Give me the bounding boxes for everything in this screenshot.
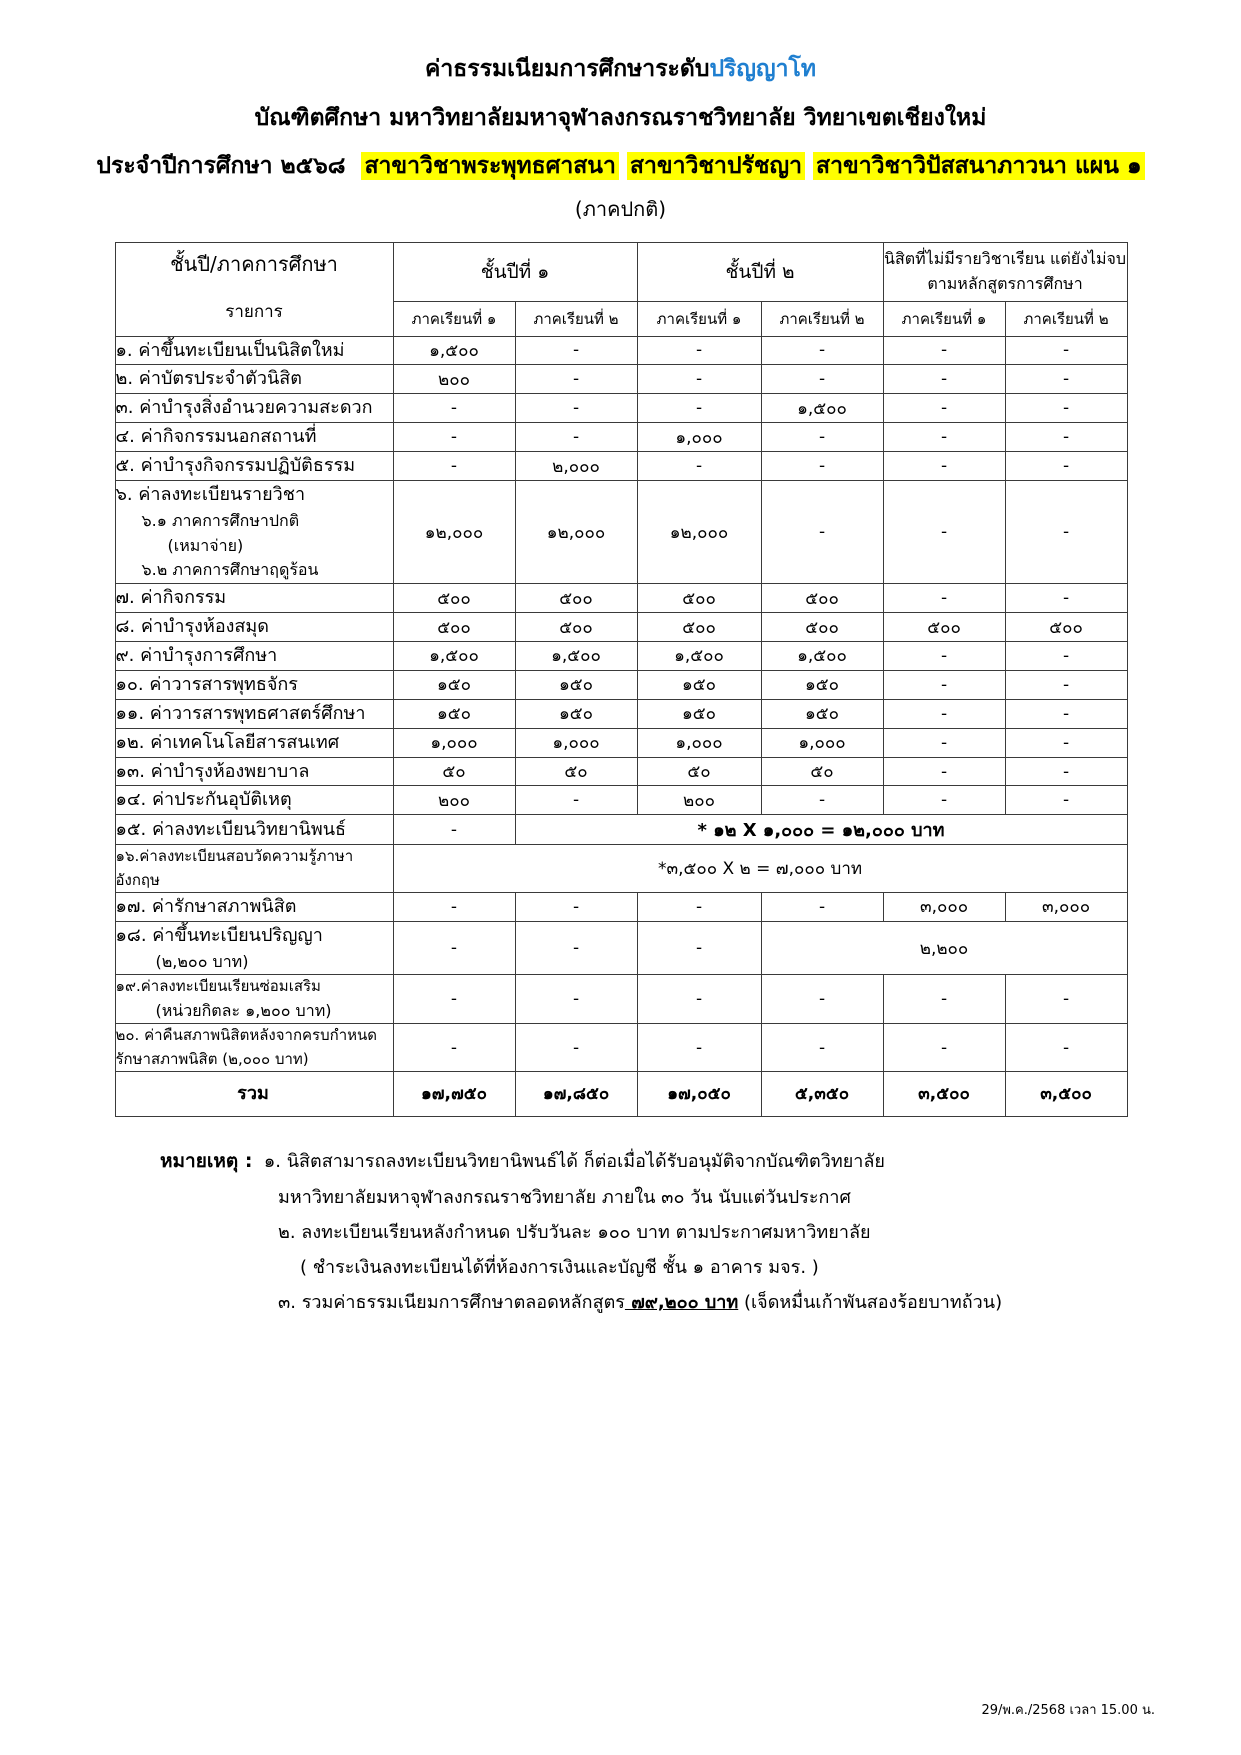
fee-value: ๑,๕๐๐ (761, 394, 883, 423)
table-row-thesis (115, 815, 1127, 845)
total-value: ๑๗,๘๕๐ (515, 1071, 637, 1116)
total-value: ๓,๕๐๐ (883, 1071, 1005, 1116)
table-row (115, 613, 1127, 642)
fee-table-head (115, 242, 1127, 336)
program-highlight-2: สาขาวิชาปรัชญา (627, 152, 805, 180)
fee-value: ๒๐๐ (393, 365, 515, 394)
program-highlight-3: สาขาวิชาวิปัสสนาภาวนา แผน ๑ (813, 152, 1145, 180)
fee-value: ๑,๐๐๐ (637, 728, 761, 757)
fee-value: - (1005, 642, 1127, 671)
program-highlight-1: สาขาวิชาพระพุทธศาสนา (361, 152, 618, 180)
fee-value: - (761, 365, 883, 394)
fee-value: ๕๐๐ (761, 584, 883, 613)
fee-value: ๕๐ (637, 757, 761, 786)
fee-value: ๑,๕๐๐ (637, 642, 761, 671)
fee-value: - (393, 394, 515, 423)
title-accent: ปริญญาโท (709, 56, 817, 82)
fee-value: - (515, 365, 637, 394)
fee-value: - (883, 699, 1005, 728)
fee-value: - (883, 757, 1005, 786)
fee-item-label: ๑๖.ค่าลงทะเบียนสอบวัดความรู้ภาษาอังกฤษ (115, 845, 393, 893)
sub-header-y2-sem1: ภาคเรียนที่ ๑ (637, 301, 761, 336)
table-row (115, 365, 1127, 394)
fee-value: ๑๒,๐๐๐ (393, 480, 515, 583)
fee-item-label: ๗. ค่ากิจกรรม (115, 584, 393, 613)
fee-item-label-main: ๖. ค่าลงทะเบียนรายวิชา (115, 483, 306, 505)
table-row-total (115, 1071, 1127, 1116)
fee-value: ๑๕๐ (515, 670, 637, 699)
fee-value: - (515, 336, 637, 365)
total-value: ๑๗,๗๕๐ (393, 1071, 515, 1116)
fee-value: ๕๐๐ (761, 613, 883, 642)
fee-value: ๑๒,๐๐๐ (637, 480, 761, 583)
page-title (0, 52, 1241, 87)
fee-value: - (761, 480, 883, 583)
fee-value: - (1005, 423, 1127, 452)
fee-value: - (883, 365, 1005, 394)
note-row-4 (160, 1250, 1241, 1285)
note-2-line-1: ๒. ลงทะเบียนเรียนหลังกำหนด ปรับวันละ ๑๐๐ บาท ตามประกาศมหาวิทยาลัย (278, 1222, 871, 1244)
fee-value: ๕๐ (761, 757, 883, 786)
fee-value: ๑,๐๐๐ (637, 423, 761, 452)
fee-item-label: ๓. ค่าบำรุงสิ่งอำนวยความสะดวก (115, 394, 393, 423)
subtitle-mode: (ภาคปกติ) (574, 196, 667, 221)
table-row (115, 728, 1127, 757)
fee-value: - (883, 336, 1005, 365)
sub-header-y1-sem1: ภาคเรียนที่ ๑ (393, 301, 515, 336)
fee-value: - (761, 1024, 883, 1072)
subtitle-programs (0, 149, 1241, 184)
fee-value: - (393, 892, 515, 921)
fee-value: ๒๐๐ (637, 786, 761, 815)
fee-item-sub-lumpsum: (เหมาจ่าย) (167, 535, 244, 555)
fee-value: ๑๕๐ (393, 699, 515, 728)
fee-value: - (883, 480, 1005, 583)
fee-value: - (883, 975, 1005, 1024)
fee-value: ๑,๕๐๐ (393, 336, 515, 365)
fee-value: - (761, 336, 883, 365)
fee-value: - (637, 1024, 761, 1072)
fee-value: - (1005, 699, 1127, 728)
fee-item-label: ๑๗. ค่ารักษาสภาพนิสิต (115, 892, 393, 921)
fee-value: - (637, 336, 761, 365)
fee-value: - (515, 921, 637, 975)
fee-value: - (393, 1024, 515, 1072)
fee-item-label-main: ๑๘. ค่าขึ้นทะเบียนปริญญา (115, 924, 323, 946)
note-row-2 (160, 1180, 1241, 1215)
fee-item-sub-6-2: ๖.๒ ภาคการศึกษาฤดูร้อน (141, 560, 319, 580)
total-value: ๓,๕๐๐ (1005, 1071, 1127, 1116)
corner-header (115, 242, 393, 336)
fee-value: - (883, 728, 1005, 757)
fee-value: ๒๐๐ (393, 786, 515, 815)
fee-value: - (1005, 584, 1127, 613)
fee-value: - (883, 394, 1005, 423)
subtitle-institution: บัณฑิตศึกษา มหาวิทยาลัยมหาจุฬาลงกรณราชวิทยาลัย วิทยาเขตเชียงใหม่ (254, 104, 987, 131)
note-3-suffix: (เจ็ดหมื่นเก้าพันสองร้อยบาทถ้วน) (738, 1292, 1003, 1314)
fee-value: - (761, 786, 883, 815)
fee-value: ๕๐ (515, 757, 637, 786)
fee-value: - (1005, 336, 1127, 365)
fee-value: - (1005, 757, 1127, 786)
note-2-line-2: ( ชำระเงินลงทะเบียนได้ที่ห้องการเงินและบัญชี ชั้น ๑ อาคาร มจร. ) (300, 1257, 819, 1279)
group-header-no-course-line2: ตามหลักสูตรการศึกษา (927, 273, 1083, 293)
fee-item-label: ๑๒. ค่าเทคโนโลยีสารสนเทศ (115, 728, 393, 757)
fee-item-label: ๕. ค่าบำรุงกิจกรรมปฏิบัติธรรม (115, 452, 393, 481)
fee-item-label-amount: (หน่วยกิตละ ๑,๒๐๐ บาท) (155, 1000, 332, 1020)
fee-value: - (1005, 786, 1127, 815)
table-row (115, 699, 1127, 728)
fee-value: - (1005, 365, 1127, 394)
fee-value: - (1005, 394, 1127, 423)
fee-value-merged: ๒,๒๐๐ (761, 921, 1127, 975)
corner-header-sub: รายการ (225, 301, 283, 322)
fee-item-label-registration (115, 480, 393, 583)
fee-value: - (1005, 670, 1127, 699)
fee-value: - (761, 423, 883, 452)
group-header-year1: ชั้นปีที่ ๑ (393, 242, 637, 301)
fee-item-label: ๙. ค่าบำรุงการศึกษา (115, 642, 393, 671)
fee-table-body (115, 336, 1127, 1116)
table-row (115, 336, 1127, 365)
fee-value: ๑,๐๐๐ (761, 728, 883, 757)
fee-item-label-main: ๒๐. ค่าคืนสภาพนิสิตหลังจากครบกำหนด (115, 1026, 378, 1045)
fee-value: - (393, 975, 515, 1024)
fee-value: - (637, 452, 761, 481)
fee-value: ๑๕๐ (637, 670, 761, 699)
fee-value: - (761, 452, 883, 481)
fee-value: - (883, 670, 1005, 699)
fee-value: ๑,๐๐๐ (515, 728, 637, 757)
table-row-reinstatement (115, 1024, 1127, 1072)
note-row-3 (160, 1215, 1241, 1250)
fee-formula-thesis: * ๑๒ X ๑,๐๐๐ = ๑๒,๐๐๐ บาท (515, 815, 1127, 845)
fee-value: - (637, 975, 761, 1024)
fee-item-label: ๑๐. ค่าวารสารพุทธจักร (115, 670, 393, 699)
fee-value: - (761, 892, 883, 921)
total-value: ๕,๓๕๐ (761, 1071, 883, 1116)
fee-value: ๑๕๐ (637, 699, 761, 728)
fee-item-label: ๑๑. ค่าวารสารพุทธศาสตร์ศึกษา (115, 699, 393, 728)
fee-value: - (1005, 728, 1127, 757)
fee-item-label-degree (115, 921, 393, 975)
fee-value: ๑๕๐ (761, 699, 883, 728)
fee-value: ๓,๐๐๐ (1005, 892, 1127, 921)
table-row (115, 394, 1127, 423)
fee-item-sub-6-1: ๖.๑ ภาคการศึกษาปกติ (141, 510, 300, 530)
fee-value: - (637, 892, 761, 921)
group-header-year2: ชั้นปีที่ ๒ (637, 242, 883, 301)
fee-value: - (515, 423, 637, 452)
fee-value: - (883, 1024, 1005, 1072)
fee-value: ๑๕๐ (393, 670, 515, 699)
fee-value: ๕๐๐ (515, 613, 637, 642)
fee-value: ๕๐๐ (393, 613, 515, 642)
note-row-5 (160, 1285, 1241, 1320)
fee-item-label: ๑๔. ค่าประกันอุบัติเหตุ (115, 786, 393, 815)
fee-value: - (1005, 452, 1127, 481)
notes-label: หมายเหตุ : (160, 1149, 253, 1172)
fee-value: - (393, 423, 515, 452)
fee-value: - (637, 365, 761, 394)
table-row (115, 757, 1127, 786)
fee-item-label-reinstatement (115, 1024, 393, 1072)
academic-year-label: ประจำปีการศึกษา ๒๕๖๘ (96, 153, 346, 179)
fee-value: ๕๐๐ (637, 584, 761, 613)
fee-item-label: ๑๕. ค่าลงทะเบียนวิทยานิพนธ์ (115, 815, 393, 845)
total-value: ๑๗,๐๕๐ (637, 1071, 761, 1116)
fee-value: ๕๐๐ (1005, 613, 1127, 642)
fee-value: ๓,๐๐๐ (883, 892, 1005, 921)
fee-value: ๕๐๐ (883, 613, 1005, 642)
fee-item-label-remedial (115, 975, 393, 1024)
note-1-line-2: มหาวิทยาลัยมหาจุฬาลงกรณราชวิทยาลัย ภายใน ๓๐ วัน นับแต่วันประกาศ (278, 1186, 851, 1208)
fee-formula-english: *๓,๕๐๐ X ๒ = ๗,๐๐๐ บาท (393, 845, 1127, 893)
footer-timestamp: 29/พ.ค./2568 เวลา 15.00 น. (981, 1703, 1155, 1718)
sub-header-y2-sem2: ภาคเรียนที่ ๒ (761, 301, 883, 336)
fee-value: ๑,๐๐๐ (393, 728, 515, 757)
fee-item-label-main: ๑๙.ค่าลงทะเบียนเรียนซ่อมเสริม (115, 977, 321, 996)
sub-header-nc-sem2: ภาคเรียนที่ ๒ (1005, 301, 1127, 336)
fee-value: ๒,๐๐๐ (515, 452, 637, 481)
fee-value: ๑๕๐ (515, 699, 637, 728)
fee-value: - (515, 786, 637, 815)
fee-value: - (1005, 480, 1127, 583)
fee-value: ๕๐๐ (393, 584, 515, 613)
document-header (0, 0, 1241, 224)
fee-value: - (515, 1024, 637, 1072)
fee-value: - (883, 786, 1005, 815)
fee-value: ๑๒,๐๐๐ (515, 480, 637, 583)
table-row (115, 786, 1127, 815)
fee-value: ๑,๕๐๐ (393, 642, 515, 671)
table-row (115, 670, 1127, 699)
fee-value: ๕๐๐ (637, 613, 761, 642)
fee-item-label: ๑๓. ค่าบำรุงห้องพยาบาล (115, 757, 393, 786)
fee-table-wrapper (115, 242, 1127, 1117)
table-row (115, 452, 1127, 481)
fee-value: - (883, 584, 1005, 613)
fee-value: - (515, 892, 637, 921)
fee-table (115, 242, 1128, 1117)
fee-item-label: ๘. ค่าบำรุงห้องสมุด (115, 613, 393, 642)
table-row-degree-registration (115, 921, 1127, 975)
notes-section (0, 1143, 1241, 1320)
fee-item-label: ๑. ค่าขึ้นทะเบียนเป็นนิสิตใหม่ (115, 336, 393, 365)
fee-value: ๑,๕๐๐ (515, 642, 637, 671)
table-row (115, 642, 1127, 671)
note-3-prefix: ๓. รวมค่าธรรมเนียมการศึกษาตลอดหลักสูตร (278, 1292, 625, 1314)
group-header-no-course (883, 242, 1127, 301)
fee-value: - (393, 452, 515, 481)
table-row (115, 892, 1127, 921)
table-row-registration (115, 480, 1127, 583)
sub-header-y1-sem2: ภาคเรียนที่ ๒ (515, 301, 637, 336)
fee-value: - (637, 921, 761, 975)
fee-value: ๑๕๐ (761, 670, 883, 699)
fee-item-label-amount: รักษาสภาพนิสิต (๒,๐๐๐ บาท) (115, 1049, 309, 1068)
fee-value: - (393, 815, 515, 845)
note-3-total-amount: ๗๙,๒๐๐ บาท (624, 1292, 739, 1314)
fee-value: - (883, 642, 1005, 671)
fee-item-label: ๔. ค่ากิจกรรมนอกสถานที่ (115, 423, 393, 452)
title-prefix: ค่าธรรมเนียมการศึกษาระดับ (424, 56, 710, 82)
table-row-english-test (115, 845, 1127, 893)
table-row (115, 423, 1127, 452)
fee-value: - (1005, 1024, 1127, 1072)
fee-value: - (515, 975, 637, 1024)
note-1-line-1: ๑. นิสิตสามารถลงทะเบียนวิทยานิพนธ์ได้ ก็ต่อเมื่อได้รับอนุมัติจากบัณฑิตวิทยาลัย (263, 1150, 885, 1172)
fee-value: - (637, 394, 761, 423)
note-row-1 (160, 1143, 1241, 1180)
fee-value: - (1005, 975, 1127, 1024)
fee-value: - (515, 394, 637, 423)
table-row (115, 584, 1127, 613)
fee-value: ๕๐ (393, 757, 515, 786)
corner-header-top: ชั้นปี/ภาคการศึกษา (170, 251, 338, 276)
fee-value: - (761, 975, 883, 1024)
table-row-remedial (115, 975, 1127, 1024)
fee-value: - (393, 921, 515, 975)
group-header-no-course-line1: นิสิตที่ไม่มีรายวิชาเรียน แต่ยังไม่จบ (884, 248, 1127, 268)
fee-value: - (883, 452, 1005, 481)
fee-value: - (883, 423, 1005, 452)
total-label: รวม (115, 1071, 393, 1116)
table-header-row-groups (115, 242, 1127, 301)
sub-header-nc-sem1: ภาคเรียนที่ ๑ (883, 301, 1005, 336)
fee-item-label: ๒. ค่าบัตรประจำตัวนิสิต (115, 365, 393, 394)
fee-item-label-amount: (๒,๒๐๐ บาท) (155, 951, 249, 971)
fee-value: ๕๐๐ (515, 584, 637, 613)
fee-value: ๑,๕๐๐ (761, 642, 883, 671)
